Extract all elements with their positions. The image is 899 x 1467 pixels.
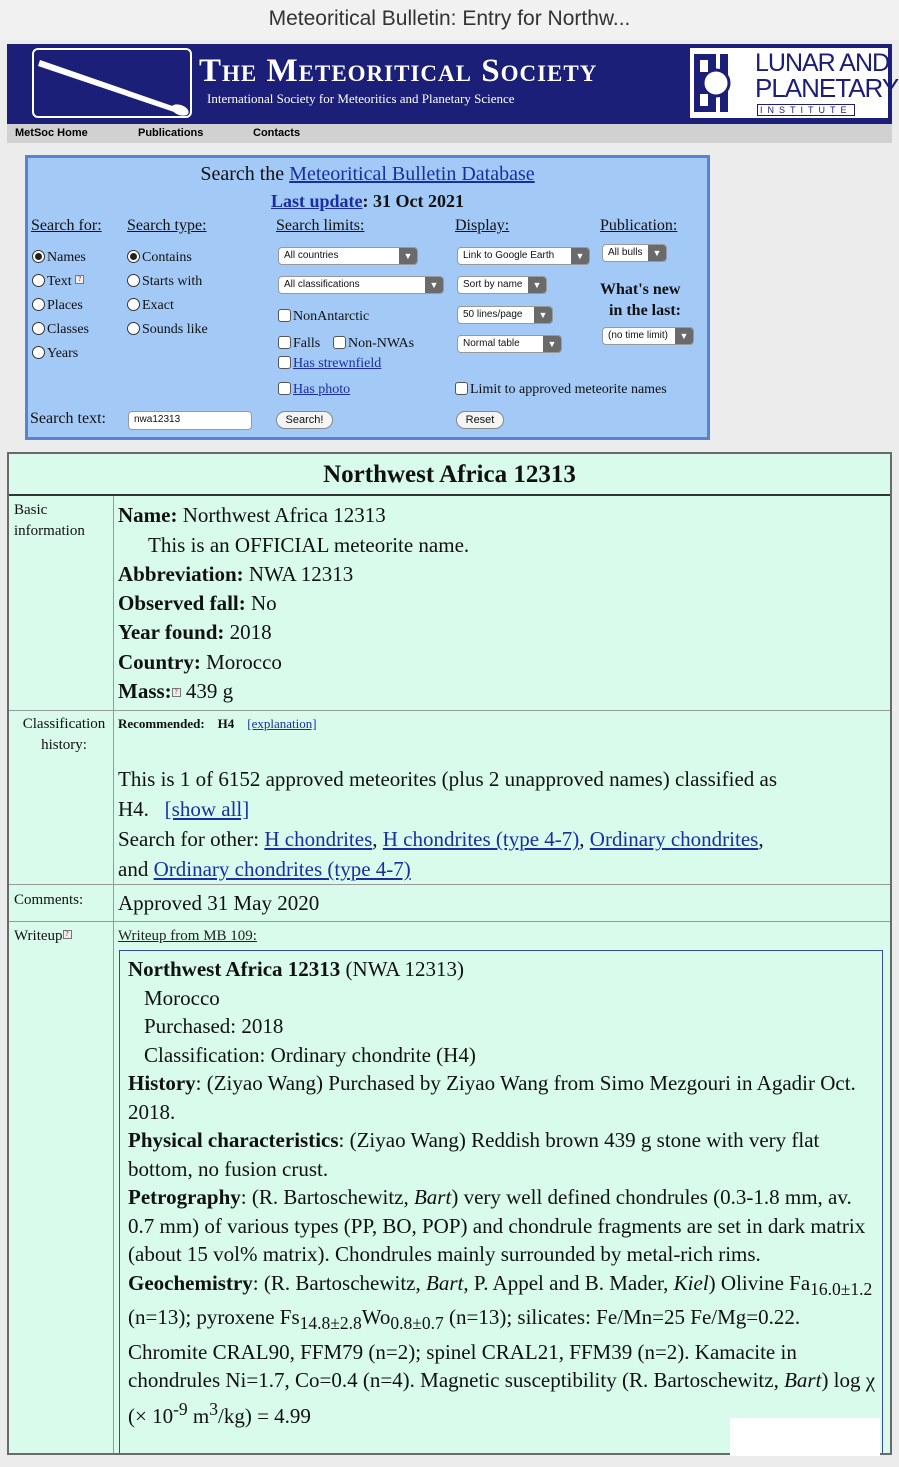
radio-names[interactable]: Names [32, 250, 86, 266]
nonantarctic-checkbox[interactable]: NonAntarctic [278, 309, 369, 325]
strewnfield-box[interactable] [278, 356, 291, 369]
meteorite-entry [7, 452, 892, 1455]
lpi-emblem-icon [694, 54, 744, 112]
writeup-text [128, 955, 880, 1430]
time-limit-select[interactable]: (no time limit) ▼ [602, 327, 694, 345]
radio-classes-button[interactable] [32, 322, 45, 335]
chevron-down-icon: ▼ [399, 248, 417, 264]
radio-years-button[interactable] [32, 346, 45, 359]
writeup-heading: Northwest Africa 12313 (NWA 12313) [128, 957, 464, 981]
writeup-label: Writeup ? [14, 926, 72, 947]
strewnfield-checkbox[interactable]: Has strewnfield [278, 356, 381, 372]
lpi-line-planetary: PLANETARY [755, 73, 899, 103]
nonantarctic-box[interactable] [278, 309, 291, 322]
society-subtitle: International Society for Meteoritics and Planetary Science [207, 91, 515, 106]
row-divider [9, 884, 890, 885]
lpi-line-lunar: LUNAR AND [755, 49, 890, 77]
show-all-link[interactable]: [show all] [164, 797, 250, 821]
basic-info-label: Basic information [14, 502, 85, 539]
countries-select[interactable]: All countries ▼ [278, 247, 418, 265]
radio-exact-button[interactable] [127, 298, 140, 311]
radio-places[interactable]: Places [32, 298, 83, 314]
col-search-limits: Search limits: [276, 217, 365, 234]
sort-select[interactable]: Sort by name ▼ [457, 276, 547, 294]
name-line: Name: Northwest Africa 12313 [118, 503, 386, 527]
chevron-down-icon: ▼ [528, 277, 546, 293]
ordinary-chondrites-type-link[interactable]: Ordinary chondrites (type 4-7) [153, 857, 411, 881]
radio-contains[interactable]: Contains [127, 250, 192, 266]
radio-places-button[interactable] [32, 298, 45, 311]
chevron-down-icon: ▼ [571, 248, 589, 264]
h-chondrites-link[interactable]: H chondrites [264, 827, 373, 851]
writeup-petrography: Petrography: (R. Bartoschewitz, Bart) very well defined chondrules (0.3-1.8 mm, av. 0.7 mm) of various types (PP, BO, POP) and chondrule fragments are set in dark matrix (about 15 vol% matrix). Chondrules mainly surrounded by metal-rich rims. [128, 1185, 866, 1266]
classification-count: This is 1 of 6152 approved meteorites (plus 2 unapproved names) classified as H4. [show all] Search for other: H chondrites, H chondrites (type 4-7), Ordinary chondrites, and Ordinary chondrites (type 4-7) [118, 767, 778, 881]
col-search-type: Search type: [127, 217, 207, 234]
writeup-link[interactable]: Writeup from MB 109: [118, 928, 257, 944]
radio-names-button[interactable] [32, 250, 45, 263]
limit-approved-checkbox[interactable]: Limit to approved meteorite names [455, 382, 667, 398]
radio-contains-button[interactable] [127, 250, 140, 263]
classifications-select[interactable]: All classifications ▼ [278, 276, 444, 294]
comments-label: Comments: [14, 892, 84, 908]
row-divider [9, 710, 890, 711]
help-icon[interactable]: ? [63, 930, 72, 939]
search-heading: Search the Meteoritical Bulletin Database [200, 163, 535, 185]
col-display: Display: [455, 217, 510, 234]
writeup-place: Morocco [144, 985, 220, 1010]
entry-title: Northwest Africa 12313 [9, 454, 890, 496]
radio-text-button[interactable] [32, 274, 45, 287]
radio-sounds-like-button[interactable] [127, 322, 140, 335]
limit-approved-box[interactable] [455, 382, 468, 395]
chevron-down-icon: ▼ [648, 245, 666, 261]
abbreviation-line: Abbreviation: NWA 12313 [118, 562, 354, 586]
chevron-down-icon: ▼ [425, 277, 443, 293]
site-banner[interactable] [7, 44, 899, 124]
display-select[interactable]: Link to Google Earth ▼ [457, 247, 590, 265]
year-found-line: Year found: 2018 [118, 620, 272, 644]
last-update-link[interactable]: Last update [270, 191, 363, 211]
radio-sounds-like[interactable]: Sounds like [127, 322, 208, 338]
help-icon[interactable]: ? [172, 688, 181, 697]
mass-line: Mass: ? 439 g [118, 679, 234, 703]
radio-starts-with[interactable]: Starts with [127, 274, 202, 290]
writeup-physical: Physical characteristics: (Ziyao Wang) Reddish brown 439 g stone with very flat bottom, no fusion crust. [128, 1128, 820, 1181]
column-divider [113, 496, 114, 1455]
radio-starts-with-button[interactable] [127, 274, 140, 287]
col-publication: Publication: [600, 217, 678, 234]
country-line: Country: Morocco [118, 650, 282, 674]
writeup-geochemistry: Geochemistry: (R. Bartoschewitz, Bart, P. Appel and B. Mader, Kiel) Olivine $Fa_{16.0\pm 1.2}$ (n=13); pyroxene $Fs_{14.8\pm 2.8}Wo_{0.8\pm 0.7}$ (n=13); silicates: Fe/Mn=25 Fe/Mg=0.22. Chromite CRAL90, FFM79 (n=2); spinel CRAL21, FFM39 (n=2). Kamacite in chondrules Ni=1.7, Co=0.4 (n=4). Magnetic susceptibility (R. Bartoschewitz, Bart) log χ (× $10^{-9}$ $m^3/kg) = 4.99$ [128, 1270, 876, 1428]
radio-years[interactable]: Years [32, 346, 78, 362]
radio-text[interactable]: Text ? [32, 274, 84, 290]
recommended-line: Recommended: H4 [explanation] [118, 716, 317, 731]
writeup-classification: Classification: Ordinary chondrite (H4) [144, 1042, 476, 1067]
non-nwas-box[interactable] [333, 336, 346, 349]
search-text-label: Search text: [30, 410, 106, 427]
search-panel [25, 155, 710, 440]
writeup-purchased: Purchased: 2018 [144, 1014, 284, 1038]
search-button[interactable]: Search! [276, 411, 333, 429]
society-title: The Meteoritical Society [199, 53, 598, 89]
nav-publications[interactable]: Publications [138, 127, 204, 139]
observed-fall-line: Observed fall: No [118, 591, 277, 615]
row-divider [9, 921, 890, 922]
meteor-logo-icon[interactable] [32, 48, 192, 118]
help-icon[interactable]: ? [75, 275, 84, 284]
ordinary-chondrites-link[interactable]: Ordinary chondrites [589, 827, 759, 851]
photo-checkbox[interactable]: Has photo [278, 382, 350, 398]
top-nav [7, 124, 892, 143]
in-the-last-label: in the last: [609, 302, 681, 319]
writeup-box [119, 950, 883, 1455]
nav-metsoc-home[interactable]: MetSoc Home [15, 127, 88, 139]
photo-box[interactable] [278, 382, 291, 395]
lpi-line-institute: INSTITUTE [757, 104, 855, 116]
radio-classes[interactable]: Classes [32, 322, 89, 338]
whats-new-label: What's new [600, 281, 681, 298]
search-text-input[interactable]: nwa12313 [128, 411, 252, 430]
non-nwas-checkbox[interactable]: Non-NWAs [333, 336, 414, 352]
table-style-select[interactable]: Normal table ▼ [457, 335, 562, 353]
falls-checkbox[interactable]: Falls [278, 336, 320, 352]
reset-button[interactable]: Reset [456, 411, 504, 429]
falls-box[interactable] [278, 336, 291, 349]
chevron-down-icon: ▼ [534, 307, 552, 323]
chevron-down-icon: ▼ [543, 336, 561, 352]
lines-per-page-select[interactable]: 50 lines/page ▼ [457, 306, 553, 324]
col-search-for: Search for: [31, 217, 102, 234]
comments-value: Approved 31 May 2020 [118, 891, 320, 915]
radio-exact[interactable]: Exact [127, 298, 174, 314]
nav-contacts[interactable]: Contacts [253, 127, 301, 139]
explanation-link[interactable]: [explanation] [247, 716, 317, 731]
classification-label: Classification history: [22, 716, 106, 753]
overlay-patch [730, 1418, 880, 1456]
window-title: Meteoritical Bulletin: Entry for Northw... [0, 0, 899, 40]
publication-select[interactable]: All bulls ▼ [602, 244, 667, 262]
last-update: Last update: 31 Oct 2021 [270, 191, 464, 211]
database-link[interactable]: Meteoritical Bulletin Database [289, 163, 535, 185]
chevron-down-icon: ▼ [675, 328, 693, 344]
h-chondrites-type-link[interactable]: H chondrites (type 4-7) [382, 827, 580, 851]
writeup-history: History: (Ziyao Wang) Purchased by Ziyao Wang from Simo Mezgouri in Agadir Oct. 2018. [128, 1071, 856, 1124]
lpi-logo[interactable] [690, 48, 899, 118]
official-note: This is an OFFICIAL meteorite name. [148, 533, 470, 557]
